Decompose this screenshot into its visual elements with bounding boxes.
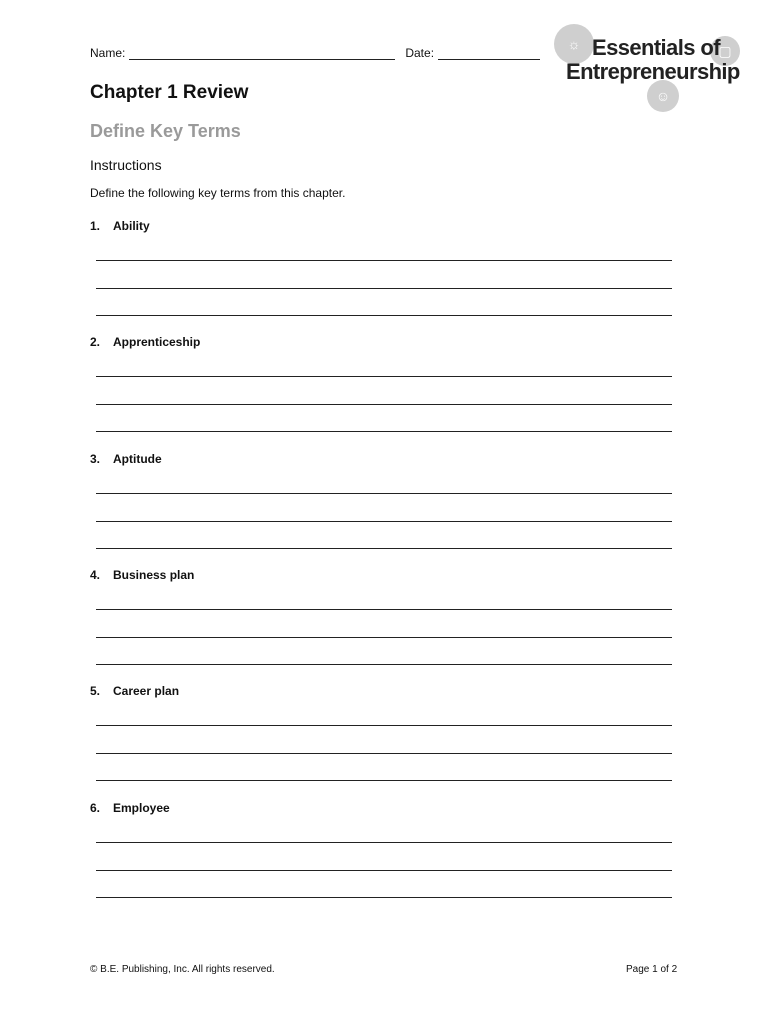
term-item [90, 801, 690, 901]
term-number: 2. [90, 335, 101, 349]
name-date-row [90, 46, 540, 60]
section-title: Define Key Terms [90, 121, 241, 141]
book-logo [554, 24, 744, 112]
date-field[interactable] [438, 47, 540, 60]
answer-line[interactable] [96, 260, 672, 261]
term-label: Career plan [113, 684, 180, 698]
answer-line[interactable] [96, 404, 672, 405]
date-label: Date: [405, 46, 435, 60]
term-item [90, 335, 690, 435]
term-number: 3. [90, 452, 101, 466]
term-item [90, 452, 690, 552]
answer-line[interactable] [96, 431, 672, 432]
answer-line[interactable] [96, 609, 672, 610]
instructions-text: Define the following key terms from this chapter. [90, 186, 346, 200]
answer-line[interactable] [96, 780, 672, 781]
answer-line[interactable] [96, 725, 672, 726]
term-item [90, 568, 690, 668]
answer-line[interactable] [96, 376, 672, 377]
term-number: 4. [90, 568, 101, 582]
term-item [90, 684, 690, 784]
term-label: Employee [113, 801, 170, 815]
chapter-title: Chapter 1 Review [90, 82, 249, 103]
term-number: 6. [90, 801, 101, 815]
people-icon: ☺ [647, 80, 679, 112]
term-number: 5. [90, 684, 101, 698]
answer-line[interactable] [96, 315, 672, 316]
answer-line[interactable] [96, 521, 672, 522]
answer-line[interactable] [96, 637, 672, 638]
logo-wordmark: Essentials of Entrepreneurship [566, 35, 740, 84]
answer-line[interactable] [96, 493, 672, 494]
term-label: Business plan [113, 568, 195, 582]
briefcase-icon: ▢ [710, 36, 740, 66]
page-number: Page 1 of 2 [626, 964, 678, 975]
term-item [90, 219, 690, 319]
name-label: Name: [90, 46, 126, 60]
term-label: Ability [113, 219, 150, 233]
answer-line[interactable] [96, 753, 672, 754]
answer-line[interactable] [96, 288, 672, 289]
term-number: 1. [90, 219, 101, 233]
term-label: Apprenticeship [113, 335, 201, 349]
answer-line[interactable] [96, 870, 672, 871]
lightbulb-icon: ☼ [554, 24, 594, 64]
instructions-heading: Instructions [90, 157, 162, 173]
name-field[interactable] [129, 47, 395, 60]
copyright-notice: © B.E. Publishing, Inc. All rights reserved. [90, 964, 275, 975]
answer-line[interactable] [96, 897, 672, 898]
term-label: Aptitude [113, 452, 162, 466]
answer-line[interactable] [96, 548, 672, 549]
answer-line[interactable] [96, 664, 672, 665]
answer-line[interactable] [96, 842, 672, 843]
